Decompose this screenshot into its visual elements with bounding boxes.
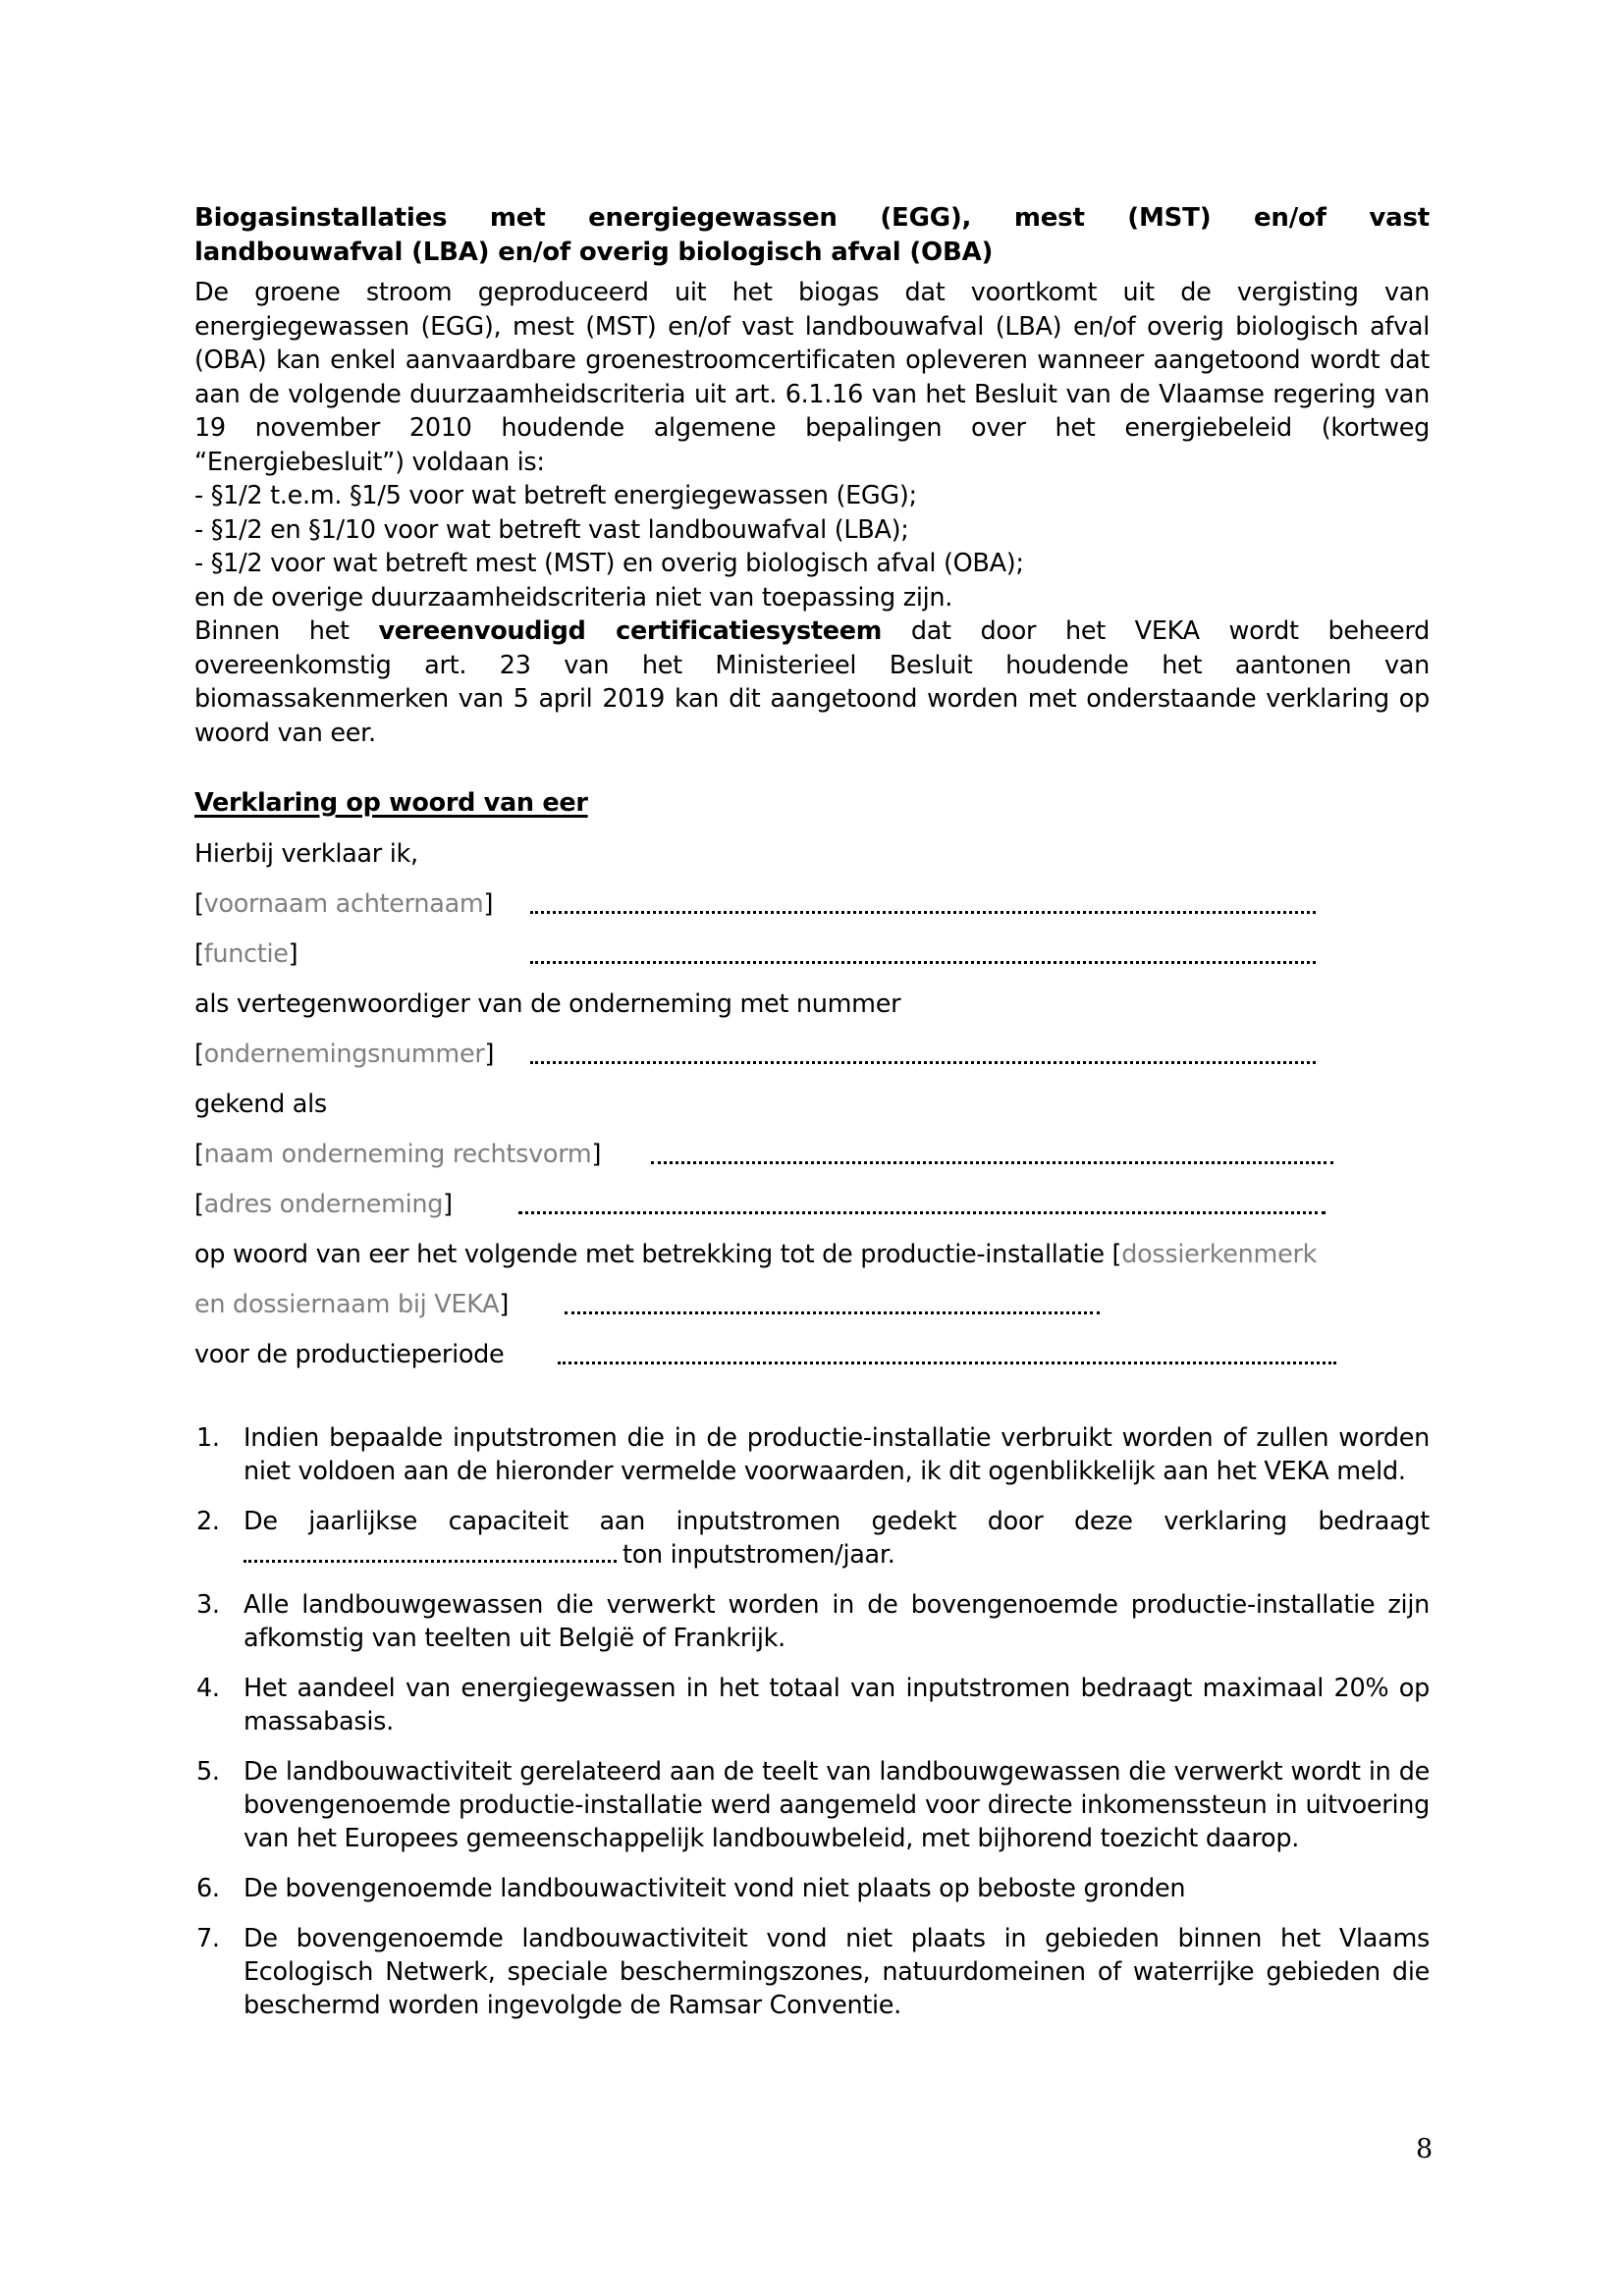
document-body	[194, 201, 1430, 750]
declaration-opening: Hierbij verklaar ik,	[194, 839, 418, 869]
section-heading	[194, 201, 1430, 270]
condition-text: Het aandeel van energiegewassen in het totaal van inputstromen bedraagt maximaal 20% op massabasis.	[244, 1674, 1430, 1736]
certification-text-pre: Binnen het	[194, 616, 350, 646]
period-input-line[interactable]	[558, 1358, 1336, 1364]
condition-text: De bovengenoemde landbouwactiviteit vond niet plaats in gebieden binnen het Vlaams Ecologisch Netwerk, speciale beschermingszones, natuurdomeinen of waterrijke gebieden die beschermd worden ingevolgde de Ramsar Conventie.	[244, 1924, 1430, 2020]
company-number-placeholder: ondernemingsnummer	[203, 1040, 485, 1069]
name-field-label: [voornaam achternaam]	[194, 889, 494, 919]
name-input-line[interactable]	[530, 907, 1316, 914]
conditions-list	[194, 1421, 1430, 2039]
condition-number: 4.	[196, 1674, 220, 1703]
name-placeholder: voornaam achternaam	[203, 889, 484, 919]
condition-item	[194, 1421, 1430, 1488]
condition-number: 1.	[196, 1423, 220, 1453]
period-label: voor de productieperiode	[194, 1340, 505, 1369]
condition-item	[194, 1872, 1430, 1905]
condition-number: 2.	[196, 1507, 220, 1536]
condition-number: 3.	[196, 1590, 220, 1620]
condition-text: Indien bepaalde inputstromen die in de productie-installatie verbruikt worden of zullen worden niet voldoen aan de hieronder vermelde voorwaarden, ik dit ogenblikkelijk aan het VEKA meld.	[244, 1423, 1430, 1486]
condition-number: 6.	[196, 1874, 220, 1903]
condition-item	[194, 1505, 1430, 1572]
page-number: 8	[1416, 2134, 1434, 2164]
heading-line-1: Biogasinstallaties met energiegewassen (EGG), mest (MST) en/of vast	[194, 203, 1430, 233]
certification-system-term: vereenvoudigd certificatiesysteem	[378, 616, 883, 646]
condition-item	[194, 1922, 1430, 2022]
heading-line-2: landbouwafval (LBA) en/of overig biologisch afval (OBA)	[194, 238, 994, 267]
company-name-field-label: [naam onderneming rechtsvorm]	[194, 1140, 602, 1169]
function-placeholder: functie	[203, 939, 289, 969]
representative-text: als vertegenwoordiger van de onderneming met nummer	[194, 989, 901, 1019]
dossier-input-line[interactable]	[565, 1308, 1100, 1314]
criteria-closing: en de overige duurzaamheidscriteria niet van toepassing zijn.	[194, 582, 953, 613]
criteria-bullet: - §1/2 en §1/10 voor wat betreft vast landbouwafval (LBA);	[194, 514, 909, 545]
condition-item	[194, 1672, 1430, 1738]
condition-text: Alle landbouwgewassen die verwerkt worden in de bovengenoemde productie-installatie zijn afkomstig van teelten uit België of Frankrijk.	[244, 1590, 1430, 1653]
dossier-placeholder-2: en dossiernaam bij VEKA	[194, 1290, 500, 1319]
capacity-input-line[interactable]	[244, 1538, 617, 1563]
condition-number: 5.	[196, 1757, 220, 1787]
company-number-field-label: [ondernemingsnummer]	[194, 1040, 495, 1069]
address-field-label: [adres onderneming]	[194, 1190, 453, 1219]
intro-paragraph: De groene stroom geproduceerd uit het biogas dat voortkomt uit de vergisting van energiegewassen (EGG), mest (MST) en/of vast landbouwafval (LBA) en/of overig biologisch afval (OBA) kan enkel aanvaardbare groenestroomcertificaten opleveren wanneer aangetoond wordt dat aan de volgende duurzaamheidscriteria uit art. 6.1.16 van het Besluit van de Vlaamse regering van 19 november 2010 houdende algemene bepalingen over het energiebeleid (kortweg “Energiebesluit”) voldaan is:	[194, 278, 1430, 477]
condition-text: De jaarlijkse capaciteit aan inputstromen gedekt door deze verklaring bedraagt	[244, 1507, 1430, 1536]
condition-item	[194, 1755, 1430, 1855]
criteria-bullet: - §1/2 voor wat betreft mest (MST) en overig biologisch afval (OBA);	[194, 549, 1024, 578]
condition-text: De bovengenoemde landbouwactiviteit vond niet plaats op beboste gronden	[244, 1874, 1186, 1903]
condition-item	[194, 1588, 1430, 1655]
condition-text: De landbouwactiviteit gerelateerd aan de teelt van landbouwgewassen die verwerkt wordt in de bovengenoemde productie-installatie werd aangemeld voor directe inkomenssteun in uitvoering van het Europees gemeenschappelijk landbouwbeleid, met bijhorend toezicht daarop.	[244, 1757, 1430, 1853]
address-placeholder: adres onderneming	[203, 1190, 444, 1219]
installation-text: op woord van eer het volgende met betrekking tot de productie-installatie [dossierkenmerk	[194, 1240, 1318, 1269]
company-name-placeholder: naam onderneming rechtsvorm	[203, 1140, 592, 1169]
certification-paragraph	[194, 614, 1430, 750]
address-input-line[interactable]	[518, 1207, 1326, 1214]
function-field-label: [functie]	[194, 939, 298, 969]
condition-text-suffix: ton inputstromen/jaar.	[623, 1540, 895, 1570]
function-input-line[interactable]	[530, 957, 1316, 964]
dossier-field-label: en dossiernaam bij VEKA]	[194, 1290, 509, 1319]
company-name-input-line[interactable]	[651, 1157, 1333, 1164]
declaration-title: Verklaring op woord van eer	[194, 788, 588, 818]
criteria-bullet: - §1/2 t.e.m. §1/5 voor wat betreft energiegewassen (EGG);	[194, 481, 917, 510]
known-as-text: gekend als	[194, 1090, 327, 1119]
company-number-input-line[interactable]	[530, 1057, 1316, 1064]
certification-text-post: dat door het VEKA wordt beheerd overeenkomstig art. 23 van het Ministerieel Besluit houdende het aantonen van biomassakenmerken van 5 april 2019 kan dit aangetoond worden met onderstaande verklaring op woord van eer.	[194, 616, 1431, 748]
dossier-placeholder-1: dossierkenmerk	[1121, 1240, 1318, 1269]
condition-number: 7.	[196, 1924, 220, 1953]
